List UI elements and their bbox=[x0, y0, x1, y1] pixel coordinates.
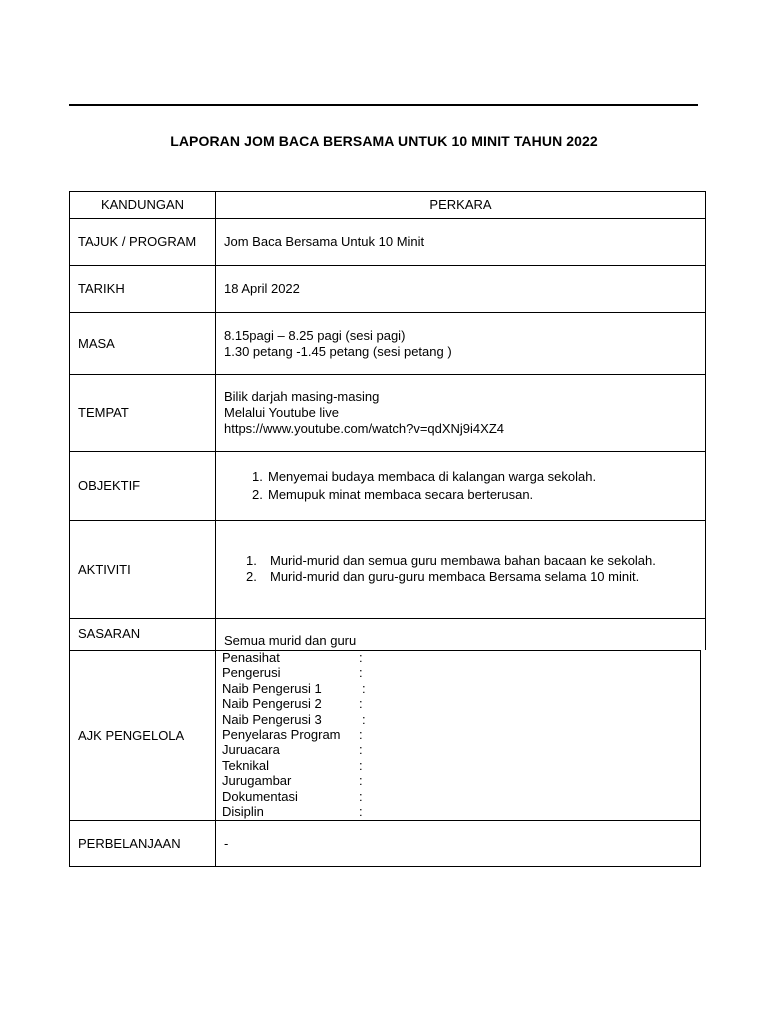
masa-line: 8.15pagi – 8.25 pagi (sesi pagi) bbox=[224, 327, 406, 343]
table-border-bottom bbox=[69, 866, 701, 867]
ajk-row: Pengerusi : bbox=[222, 665, 363, 681]
document-title: LAPORAN JOM BACA BERSAMA UNTUK 10 MINIT TAHUN 2022 bbox=[170, 133, 598, 149]
value-aktiviti bbox=[216, 521, 705, 618]
value-sasaran: Semua murid dan guru bbox=[224, 633, 357, 648]
ajk-row: Dokumentasi : bbox=[222, 788, 363, 804]
label-aktiviti: AKTIVITI bbox=[78, 561, 131, 577]
list-item: 2. Memupuk minat membaca secara berterusan. bbox=[252, 487, 534, 502]
table-border-right bbox=[705, 191, 706, 650]
ajk-row: Jurugambar : bbox=[222, 773, 363, 789]
header-perkara: PERKARA bbox=[429, 197, 492, 212]
list-item: 1. Murid-murid dan semua guru membawa bahan bacaan ke sekolah. bbox=[246, 553, 656, 568]
tempat-line: Bilik darjah masing-masing bbox=[224, 389, 380, 404]
label-tempat: TEMPAT bbox=[78, 405, 129, 420]
value-tarikh bbox=[216, 266, 705, 312]
youtube-link[interactable]: https://www.youtube.com/watch?v=qdXNj9i4XZ4 bbox=[224, 421, 505, 436]
ajk-row: Penyelaras Program : bbox=[222, 726, 363, 742]
tempat-line: Melalui Youtube live bbox=[224, 405, 339, 420]
list-item: 2. Murid-murid dan guru-guru membaca Bersama selama 10 minit. bbox=[246, 569, 640, 584]
aktiviti-list bbox=[246, 553, 705, 585]
row-divider bbox=[69, 618, 706, 619]
objektif-list bbox=[252, 468, 705, 504]
value-perbelanjaan bbox=[216, 821, 700, 866]
label-tajuk: TAJUK / PROGRAM bbox=[78, 234, 197, 249]
ajk-row: Naib Pengerusi 2 : bbox=[222, 696, 363, 712]
ajk-row: Disiplin : bbox=[222, 803, 363, 819]
value-masa bbox=[216, 313, 705, 374]
tajuk-text: Jom Baca Bersama Untuk 10 Minit bbox=[224, 234, 425, 249]
ajk-roles bbox=[222, 650, 692, 820]
ajk-row: Teknikal : bbox=[222, 757, 363, 773]
ajk-row: Naib Pengerusi 3 : bbox=[222, 711, 366, 727]
label-sasaran: SASARAN bbox=[78, 626, 141, 641]
perbelanjaan-text: - bbox=[224, 835, 229, 851]
ajk-row: Juruacara : bbox=[222, 742, 363, 758]
label-ajk: AJK PENGELOLA bbox=[78, 727, 185, 743]
label-masa: MASA bbox=[78, 335, 115, 351]
list-item: 1. Menyemai budaya membaca di kalangan warga sekolah. bbox=[252, 469, 597, 484]
table-border-right bbox=[700, 650, 701, 867]
label-objektif: OBJEKTIF bbox=[78, 478, 141, 493]
top-rule bbox=[69, 104, 698, 106]
label-perbelanjaan: PERBELANJAAN bbox=[78, 835, 181, 851]
tarikh-text: 18 April 2022 bbox=[224, 281, 300, 296]
value-objektif bbox=[216, 452, 705, 520]
value-tajuk bbox=[216, 219, 705, 265]
label-tarikh: TARIKH bbox=[78, 281, 125, 296]
ajk-row: Penasihat : bbox=[222, 650, 363, 665]
value-tempat bbox=[216, 375, 705, 451]
header-kandungan: KANDUNGAN bbox=[100, 197, 185, 212]
ajk-row: Naib Pengerusi 1 : bbox=[222, 680, 366, 696]
masa-line: 1.30 petang -1.45 petang (sesi petang ) bbox=[224, 343, 452, 359]
